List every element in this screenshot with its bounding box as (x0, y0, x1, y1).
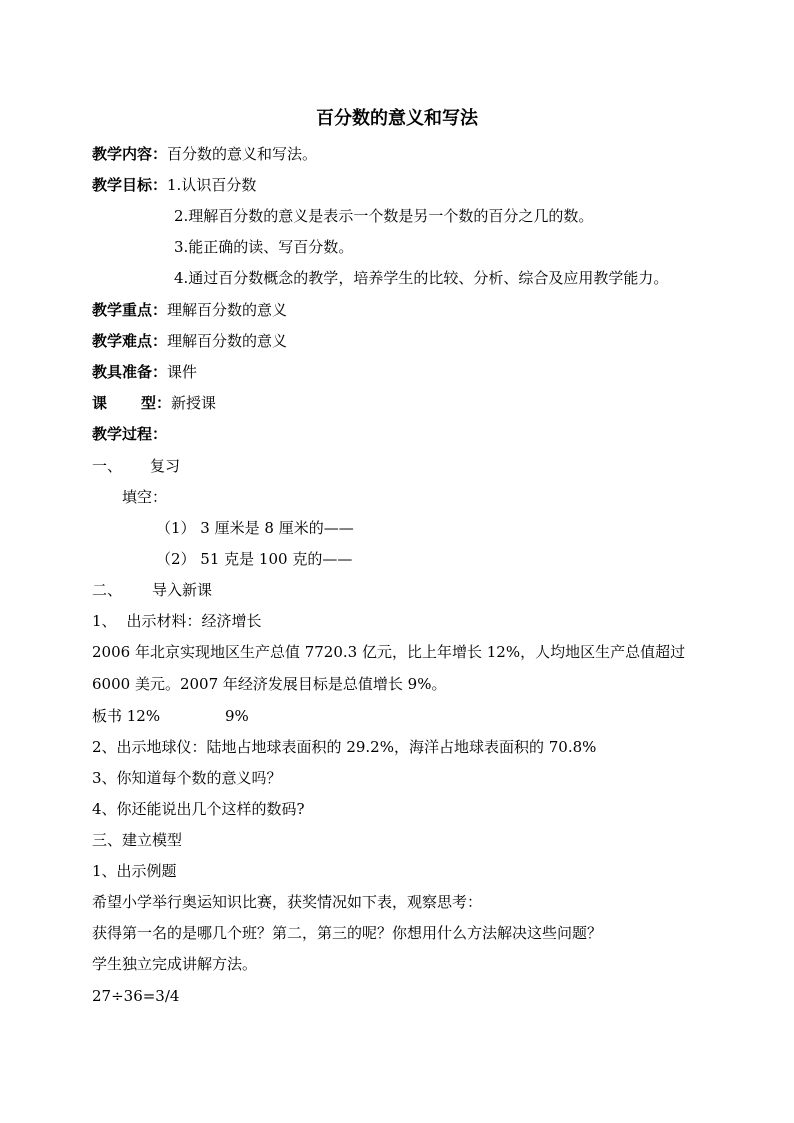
teaching-goal-item: 1.认识百分数 (167, 176, 257, 194)
fill-in-item: （1） 3 厘米是 8 厘米的—— (156, 519, 354, 537)
fill-in-item: （2） 51 克是 100 克的—— (156, 550, 353, 568)
lesson-type-value: 新授课 (171, 394, 217, 412)
example-line: 获得第一名的是哪几个班？第二，第三的呢？你想用什么方法解决这些问题？ (92, 924, 603, 942)
teaching-tools-line (92, 362, 197, 382)
economy-paragraph-line: 2006 年北京实现地区生产总值 7720.3 亿元，比上年增长 12%，人均地区生产总值超过 (92, 643, 686, 661)
example-line: 希望小学举行奥运知识比赛，获奖情况如下表，观察思考： (92, 893, 483, 911)
teaching-key-label: 教学重点： (92, 301, 168, 319)
teaching-tools-value: 课件 (167, 363, 198, 381)
teaching-key-value: 理解百分数的意义 (167, 301, 288, 319)
review-heading-number: 一、 (92, 457, 123, 475)
intro-step-1-text: 出示材料：经济增长 (126, 612, 262, 630)
teaching-process-label: 教学过程： (92, 425, 168, 443)
intro-step-2: 2、出示地球仪：陆地占地球表面积的 29.2%，海洋占地球表面积的 70.8% (92, 738, 597, 756)
model-heading: 三、建立模型 (92, 831, 183, 849)
teaching-goal-label: 教学目标： (92, 176, 168, 194)
review-heading (92, 456, 180, 476)
intro-step-1-number: 1、 (92, 612, 117, 630)
lesson-type-label-part: 课 (92, 394, 108, 412)
teaching-goal-item: 4.通过百分数概念的教学，培养学生的比较、分析、综合及应用教学能力。 (174, 269, 669, 287)
intro-heading-text: 导入新课 (152, 581, 213, 599)
review-heading-text: 复习 (150, 457, 181, 475)
teaching-difficulty-value: 理解百分数的意义 (167, 332, 288, 350)
intro-heading-number: 二、 (92, 581, 123, 599)
intro-heading (92, 580, 212, 600)
example-line: 学生独立完成讲解方法。 (92, 955, 258, 973)
model-step-1: 1、出示例题 (92, 862, 177, 880)
teaching-content-label: 教学内容： (92, 145, 168, 163)
intro-step-1 (92, 611, 262, 631)
teaching-difficulty-label: 教学难点： (92, 332, 168, 350)
teaching-tools-label: 教具准备： (92, 363, 168, 381)
division-formula: 27÷36=3/4 (92, 987, 180, 1005)
teaching-content-value: 百分数的意义和写法。 (167, 145, 318, 163)
fill-in-label: 填空： (122, 488, 168, 506)
teaching-goal-line (92, 175, 256, 195)
lesson-type-line (92, 393, 216, 413)
document-title: 百分数的意义和写法 (316, 108, 478, 129)
teaching-key-line (92, 300, 287, 320)
economy-paragraph-line: 6000 美元。2007 年经济发展目标是总值增长 9%。 (92, 675, 447, 693)
board-note-b: 9% (225, 707, 249, 725)
lesson-type-label-part: 型： (141, 394, 172, 412)
teaching-content-line (92, 144, 317, 164)
teaching-goal-item: 3.能正确的读、写百分数。 (174, 238, 354, 256)
teaching-difficulty-line (92, 331, 287, 351)
intro-step-3: 3、你知道每个数的意义吗？ (92, 769, 282, 787)
teaching-goal-item: 2.理解百分数的意义是表示一个数是另一个数的百分之几的数。 (174, 207, 594, 225)
intro-step-4: 4、你还能说出几个这样的数码? (92, 800, 305, 818)
board-note-a: 板书 12% (92, 707, 161, 725)
